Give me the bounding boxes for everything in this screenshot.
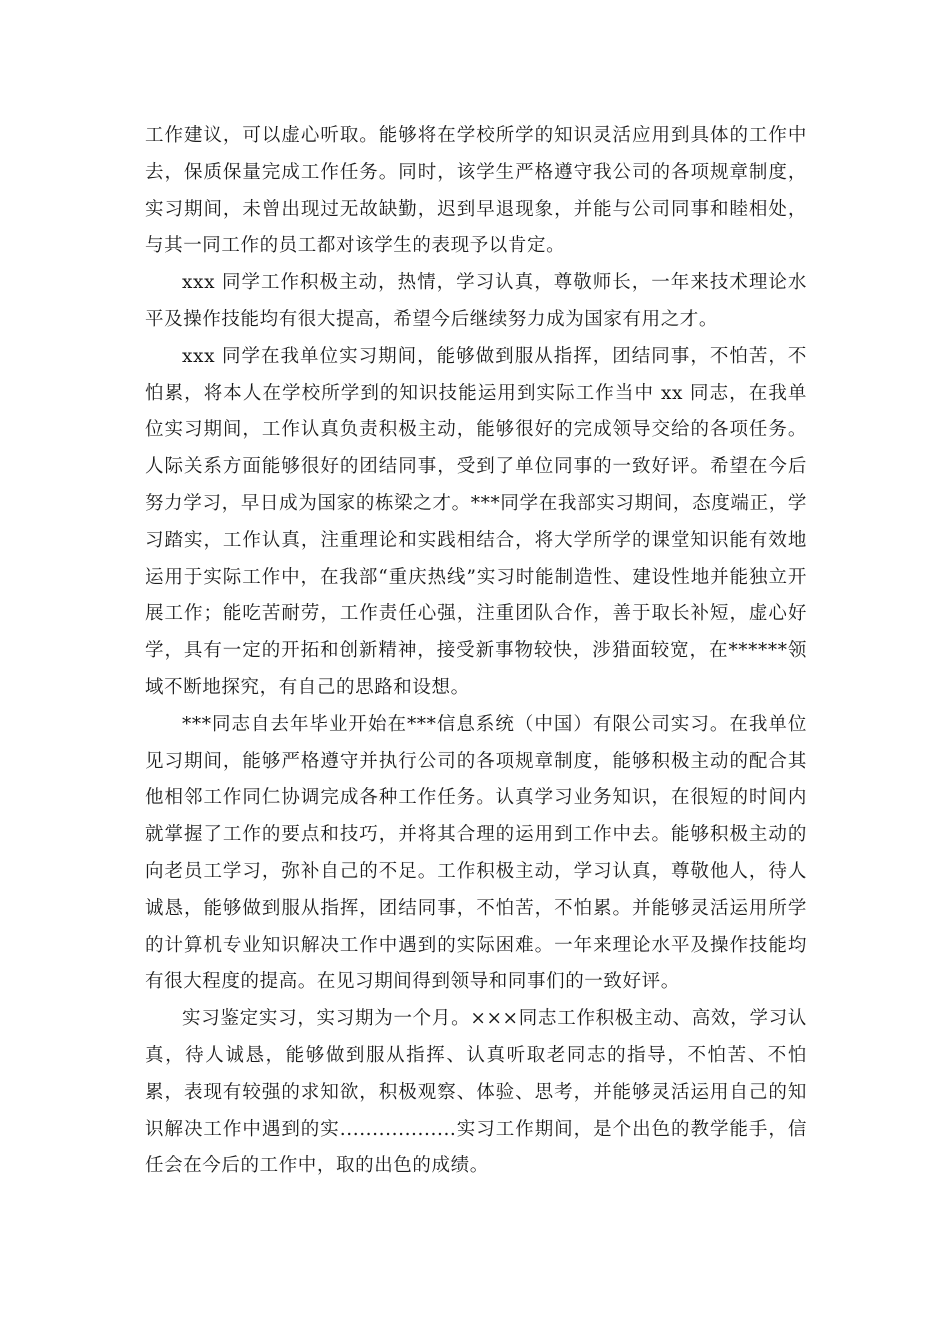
paragraph-evaluation-3: ***同志自去年毕业开始在***信息系统（中国）有限公司实习。在我单位见习期间，能够严格遵守并执行公司的各项规章制度，能够积极主动的配合其他相邻工作同仁协调完成各种工作任务。认真学习业务知识，在很短的时间内就掌握了工作的要点和技巧，并将其合理的运用到工作中去。能够积极主动的向老员工学习，弥补自己的不足。工作积极主动，学习认真，尊敬他人，待人诚恳，能够做到服从指挥，团结同事，不怕苦，不怕累。并能够灵活运用所学的计算机专业知识解决工作中遇到的实际困难。一年来理论水平及操作技能均有很大程度的提高。在见习期间得到领导和同事们的一致好评。 — [145, 713, 807, 993]
paragraph-evaluation-4: 实习鉴定实习，实习期为一个月。×××同志工作积极主动、高效，学习认真，待人诚恳，能够做到服从指挥、认真听取老同志的指导，不怕苦、不怕累，表现有较强的求知欲，积极观察、体验、思考，并能够灵活运用自己的知识解决工作中遇到的实..................实习工作期间，是个出色的教学能手，信任会在今后的工作中，取的出色的成绩。 — [145, 1008, 807, 1177]
paragraph-evaluation-1: xxx 同学工作积极主动，热情，学习认真，尊敬师长，一年来技术理论水平及操作技能均有很大提高，希望今后继续努力成为国家有用之才。 — [145, 272, 807, 330]
paragraph-continuation: 工作建议，可以虚心听取。能够将在学校所学的知识灵活应用到具体的工作中去，保质保量完成工作任务。同时，该学生严格遵守我公司的各项规章制度，实习期间，未曾出现过无故缺勤，迟到早退现象，并能与公司同事和睦相处，与其一同工作的员工都对该学生的表现予以肯定。 — [145, 125, 807, 257]
document-body — [145, 118, 807, 1185]
paragraph-evaluation-2: xxx 同学在我单位实习期间，能够做到服从指挥，团结同事，不怕苦，不怕累，将本人在学校所学到的知识技能运用到实际工作当中 xx 同志，在我单位实习期间，工作认真负责积极主动，能够很好的完成领导交给的各项任务。人际关系方面能够很好的团结同事，受到了单位同事的一致好评。希望在今后努力学习，早日成为国家的栋梁之才。***同学在我部实习期间，态度端正，学习踏实，工作认真，注重理论和实践相结合，将大学所学的课堂知识能有效地运用于实际工作中，在我部“重庆热线”实习时能制造性、建设性地并能独立开展工作；能吃苦耐劳，工作责任心强，注重团队合作，善于取长补短，虚心好学，具有一定的开拓和创新精神，接受新事物较快，涉猎面较宽，在******领域不断地探究，有自己的思路和设想。 — [145, 345, 807, 698]
